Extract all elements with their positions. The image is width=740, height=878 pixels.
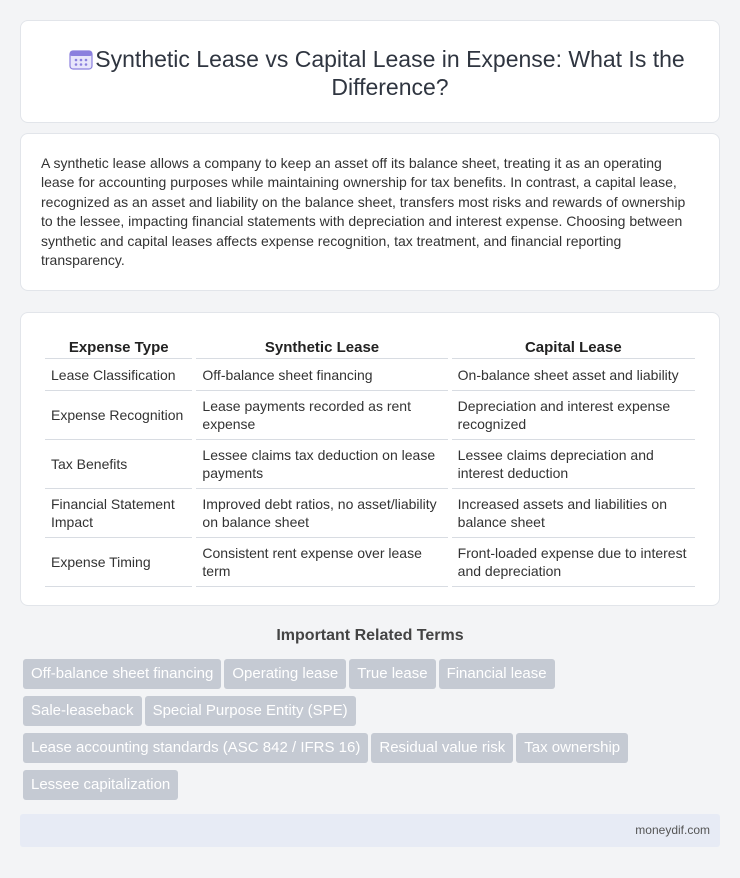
table-row bbox=[45, 440, 695, 489]
related-terms-list bbox=[23, 659, 703, 807]
intro-paragraph: A synthetic lease allows a company to keep an asset off its balance sheet, treating it as an operating lease for accounting purposes while maintaining ownership for tax benefits. In contrast, a capital lease, recognized as an asset and liability on the balance sheet, transfers most risks and rewards of ownership to the lessee, impacting financial statements with depreciation and interest expense. Choosing between synthetic and capital leases affects expense recognition, tax treatment, and financial reporting transparency. bbox=[41, 155, 686, 269]
tag-residual-value-risk[interactable]: Residual value risk bbox=[371, 733, 513, 763]
intro-card bbox=[20, 133, 720, 291]
tag-lease-accounting-standards[interactable]: Lease accounting standards (ASC 842 / IFRS 16) bbox=[23, 733, 368, 763]
synthetic-cell: Off-balance sheet financing bbox=[196, 359, 447, 391]
tag-lessee-capitalization[interactable]: Lessee capitalization bbox=[23, 770, 178, 800]
tag-row bbox=[23, 770, 703, 807]
synthetic-cell: Lessee claims tax deduction on lease payments bbox=[196, 440, 447, 489]
row-label: Tax Benefits bbox=[45, 440, 192, 489]
row-label: Financial Statement Impact bbox=[45, 489, 192, 538]
comparison-table bbox=[41, 333, 699, 587]
capital-cell: Depreciation and interest expense recognized bbox=[452, 391, 695, 440]
row-label: Expense Timing bbox=[45, 538, 192, 587]
tag-tax-ownership[interactable]: Tax ownership bbox=[516, 733, 628, 763]
footer-bar bbox=[20, 814, 720, 847]
tag-sale-leaseback[interactable]: Sale-leaseback bbox=[23, 696, 142, 726]
page-title: Synthetic Lease vs Capital Lease in Expense: What Is the Difference? bbox=[95, 46, 685, 100]
header-capital-lease: Capital Lease bbox=[452, 333, 695, 359]
tag-off-balance-sheet-financing[interactable]: Off-balance sheet financing bbox=[23, 659, 221, 689]
header-synthetic-lease: Synthetic Lease bbox=[196, 333, 447, 359]
tag-row bbox=[23, 696, 703, 733]
table-header-row bbox=[45, 333, 695, 359]
table-row bbox=[45, 391, 695, 440]
related-terms-heading: Important Related Terms bbox=[276, 627, 464, 644]
tag-true-lease[interactable]: True lease bbox=[349, 659, 435, 689]
site-name: moneydif.com bbox=[635, 823, 710, 837]
capital-cell: Increased assets and liabilities on balance sheet bbox=[452, 489, 695, 538]
header-expense-type: Expense Type bbox=[45, 333, 192, 359]
tag-operating-lease[interactable]: Operating lease bbox=[224, 659, 346, 689]
synthetic-cell: Lease payments recorded as rent expense bbox=[196, 391, 447, 440]
capital-cell: Front-loaded expense due to interest and depreciation bbox=[452, 538, 695, 587]
table-row bbox=[45, 489, 695, 538]
tag-row bbox=[23, 659, 703, 696]
title-card bbox=[20, 20, 720, 123]
tag-special-purpose-entity[interactable]: Special Purpose Entity (SPE) bbox=[145, 696, 356, 726]
row-label: Expense Recognition bbox=[45, 391, 192, 440]
table-row bbox=[45, 359, 695, 391]
table-row bbox=[45, 538, 695, 587]
row-label: Lease Classification bbox=[45, 359, 192, 391]
synthetic-cell: Consistent rent expense over lease term bbox=[196, 538, 447, 587]
capital-cell: On-balance sheet asset and liability bbox=[452, 359, 695, 391]
title-wrap bbox=[21, 45, 719, 101]
tag-row bbox=[23, 733, 703, 770]
synthetic-cell: Improved debt ratios, no asset/liability on balance sheet bbox=[196, 489, 447, 538]
capital-cell: Lessee claims depreciation and interest deduction bbox=[452, 440, 695, 489]
tag-financial-lease[interactable]: Financial lease bbox=[439, 659, 555, 689]
comparison-card bbox=[20, 312, 720, 606]
